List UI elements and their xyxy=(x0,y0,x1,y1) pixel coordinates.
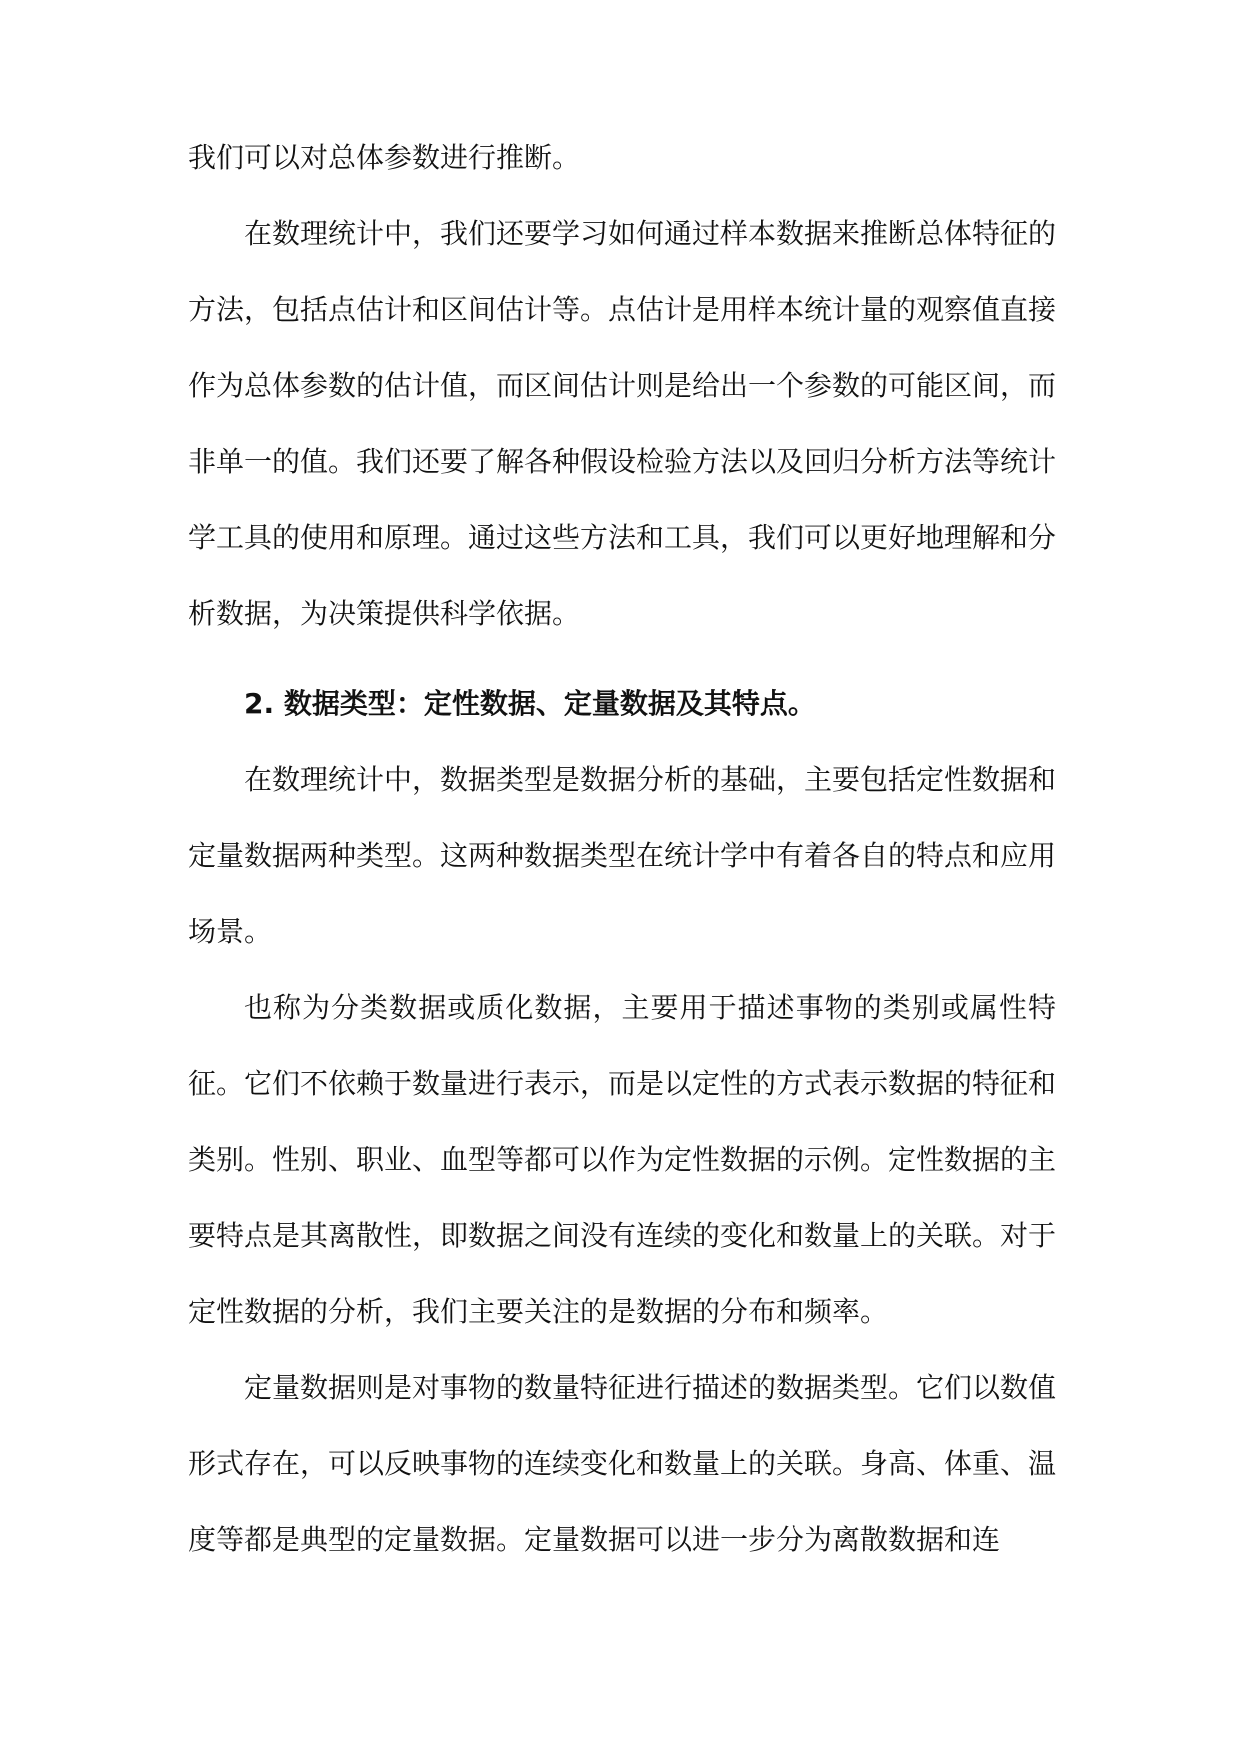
paragraph-continuation: 我们可以对总体参数进行推断。 xyxy=(188,141,581,174)
paragraph-gap xyxy=(188,652,1056,666)
paragraph-quantitative-data: 定量数据则是对事物的数量特征进行描述的数据类型。它们以数值形式存在，可以反映事物的连续变化和数量上的关联。身高、体重、温度等都是典型的定量数据。定量数据可以进一步分为离散数据和连 xyxy=(188,1371,1057,1556)
section-heading: 2. 数据类型：定性数据、定量数据及其特点。 xyxy=(244,687,816,720)
paragraph-qualitative-data: 也称为分类数据或质化数据，主要用于描述事物的类别或属性特征。它们不依赖于数量进行表示，而是以定性的方式表示数据的特征和类别。性别、职业、血型等都可以作为定性数据的示例。定性数据的主要特点是其离散性，即数据之间没有连续的变化和数量上的关联。对于定性数据的分析，我们主要关注的是数据的分布和频率。 xyxy=(188,991,1057,1328)
document-page xyxy=(188,120,1056,1578)
paragraph-inference-methods: 在数理统计中，我们还要学习如何通过样本数据来推断总体特征的方法，包括点估计和区间估计等。点估计是用样本统计量的观察值直接作为总体参数的估计值，而区间估计则是给出一个参数的可能区间，而非单一的值。我们还要了解各种假设检验方法以及回归分析方法等统计学工具的使用和原理。通过这些方法和工具，我们可以更好地理解和分析数据，为决策提供科学依据。 xyxy=(188,217,1057,630)
paragraph-data-types-intro: 在数理统计中，数据类型是数据分析的基础，主要包括定性数据和定量数据两种类型。这两种数据类型在统计学中有着各自的特点和应用场景。 xyxy=(188,763,1057,948)
